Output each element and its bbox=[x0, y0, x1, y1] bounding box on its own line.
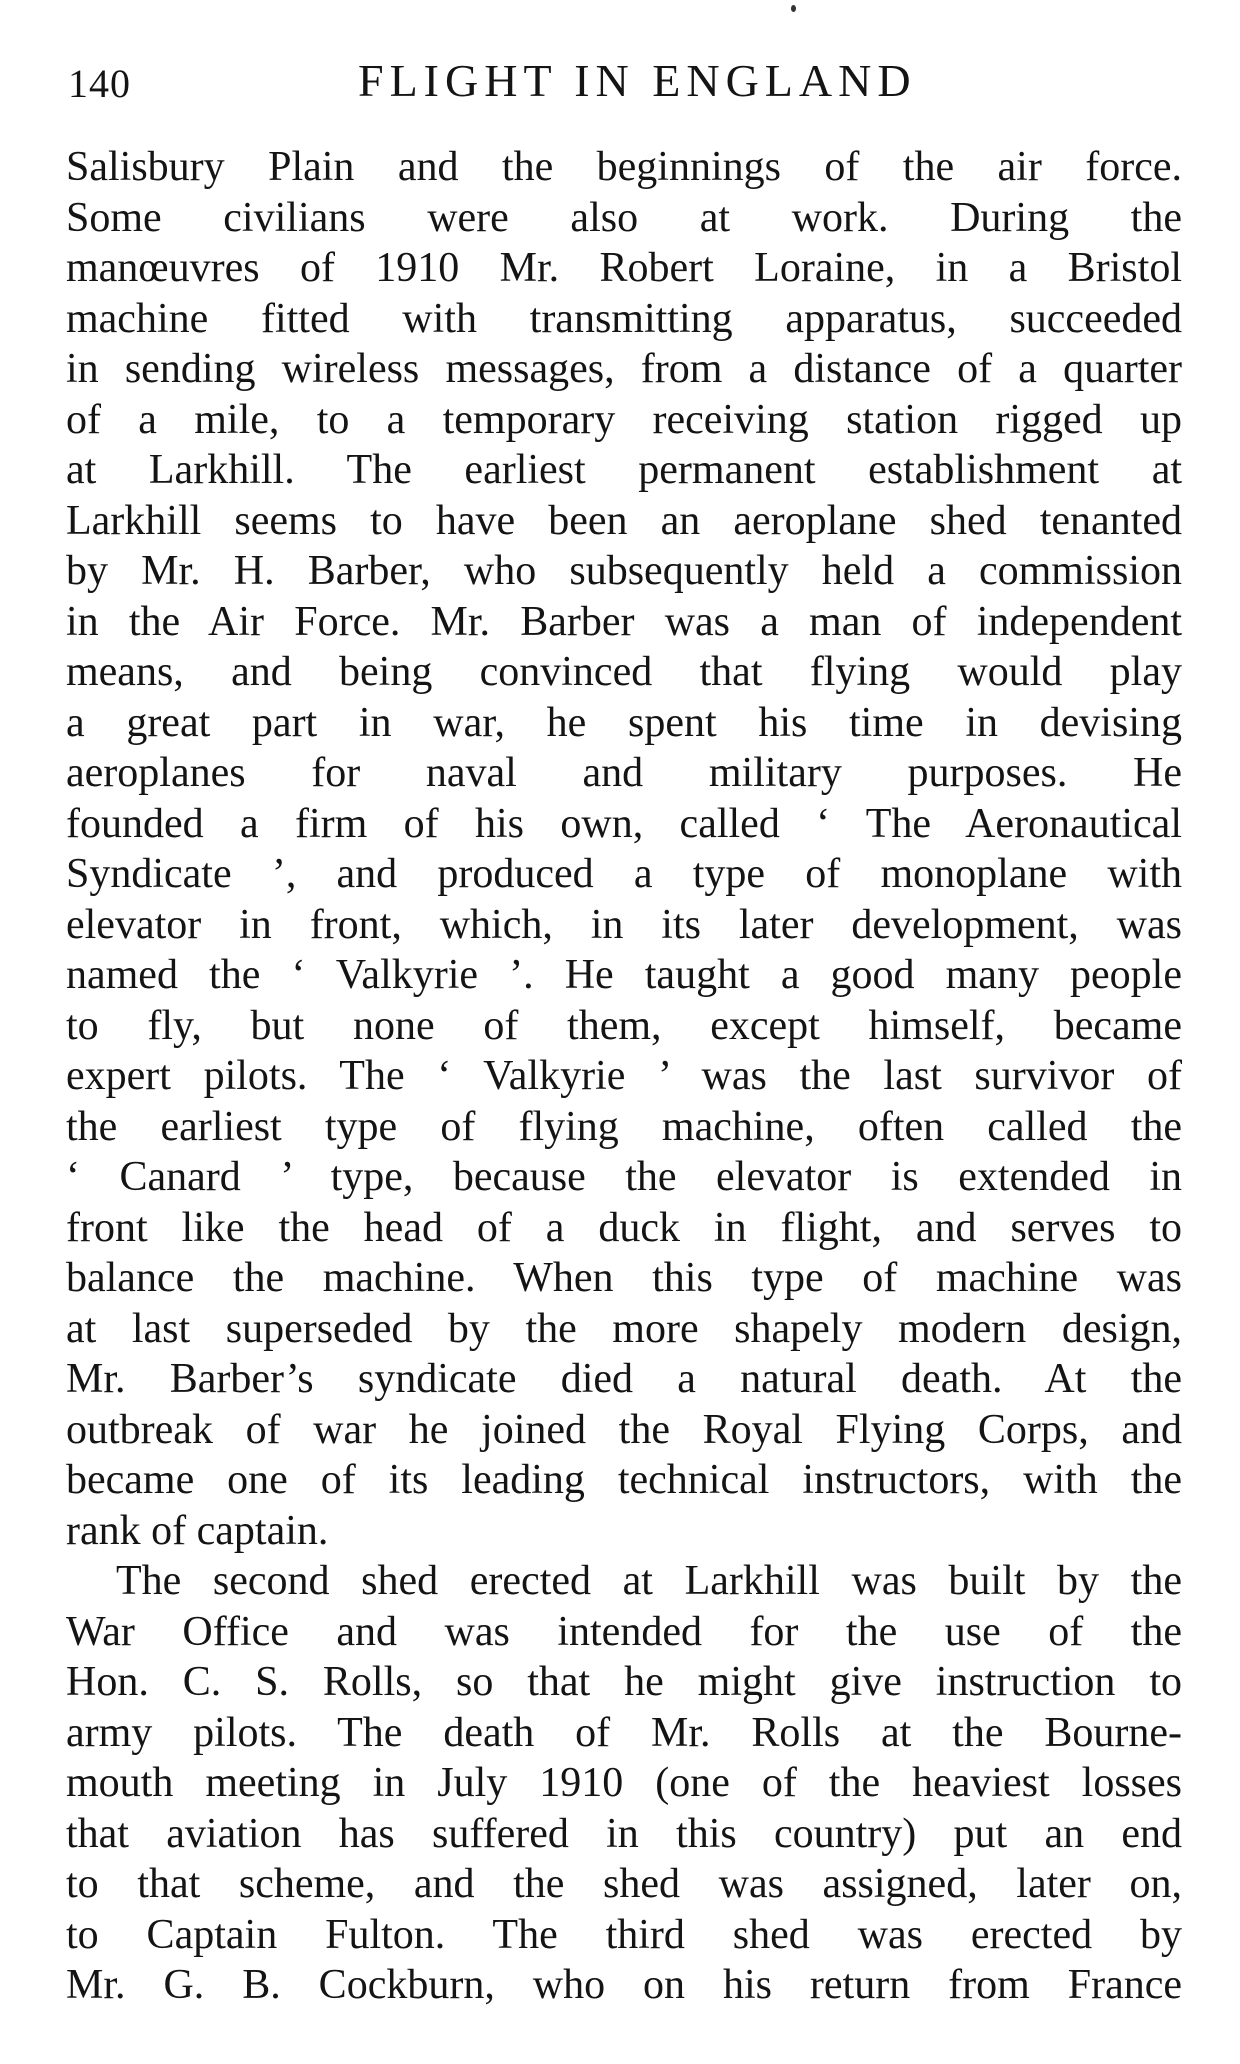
running-head: FLIGHT IN ENGLAND bbox=[358, 55, 917, 106]
text-line: to fly, but none of them, except himself, became bbox=[66, 1002, 1182, 1049]
text-line: Syndicate ’, and produced a type of monoplane with bbox=[66, 851, 1182, 897]
text-line: named the ‘ Valkyrie ’. He taught a good many people bbox=[66, 952, 1182, 998]
text-line: to that scheme, and the shed was assigned, later on, bbox=[66, 1861, 1182, 1907]
text-line: Hon. C. S. Rolls, so that he might give instruction to bbox=[66, 1659, 1182, 1705]
text-line: of a mile, to a temporary receiving station rigged up bbox=[66, 396, 1182, 443]
text-line: aeroplanes for naval and military purposes. He bbox=[66, 750, 1182, 796]
text-line: Larkhill seems to have been an aeroplane shed tenanted bbox=[66, 497, 1182, 544]
text-line: manœuvres of 1910 Mr. Robert Loraine, in a Bristol bbox=[66, 245, 1182, 291]
text-line: became one of its leading technical instructors, with the bbox=[66, 1457, 1182, 1503]
text-line: front like the head of a duck in flight, and serves to bbox=[66, 1204, 1182, 1251]
text-line: at Larkhill. The earliest permanent establishment at bbox=[66, 447, 1182, 493]
text-line: elevator in front, which, in its later development, was bbox=[66, 901, 1182, 948]
text-line: Salisbury Plain and the beginnings of the air force. bbox=[66, 144, 1182, 190]
text-line: means, and being convinced that flying would play bbox=[66, 649, 1182, 695]
text-line: the earliest type of flying machine, often called the bbox=[66, 1103, 1182, 1150]
text-line: outbreak of war he joined the Royal Flying Corps, and bbox=[66, 1406, 1182, 1453]
page-number: 140 bbox=[68, 61, 131, 106]
text-line: Some civilians were also at work. During the bbox=[66, 194, 1182, 241]
text-line: that aviation has suffered in this country) put an end bbox=[66, 1810, 1182, 1857]
body-text bbox=[66, 142, 1182, 2011]
text-line: The second shed erected at Larkhill was built by the bbox=[116, 1558, 1182, 1604]
text-line: balance the machine. When this type of machine was bbox=[66, 1255, 1182, 1301]
text-line: founded a firm of his own, called ‘ The Aeronautical bbox=[66, 800, 1182, 847]
text-line: War Office and was intended for the use of the bbox=[66, 1608, 1182, 1655]
paragraph bbox=[66, 1556, 1182, 2011]
text-line: in sending wireless messages, from a distance of a quarter bbox=[66, 346, 1182, 392]
text-line: to Captain Fulton. The third shed was erected by bbox=[66, 1911, 1182, 1958]
text-line: by Mr. H. Barber, who subsequently held a commission bbox=[66, 548, 1182, 594]
text-line: a great part in war, he spent his time in devising bbox=[66, 699, 1182, 746]
text-line: mouth meeting in July 1910 (one of the heaviest losses bbox=[66, 1760, 1182, 1806]
text-line: expert pilots. The ‘ Valkyrie ’ was the last survivor of bbox=[66, 1053, 1182, 1099]
text-line: Mr. Barber’s syndicate died a natural death. At the bbox=[66, 1356, 1182, 1402]
page-header bbox=[68, 50, 1178, 110]
text-line: army pilots. The death of Mr. Rolls at the Bourne- bbox=[66, 1709, 1182, 1756]
ink-speck bbox=[791, 5, 796, 12]
text-line: Mr. G. B. Cockburn, who on his return from France bbox=[66, 1962, 1182, 2008]
text-line: machine fitted with transmitting apparatus, succeeded bbox=[66, 295, 1182, 342]
text-line: rank of captain. bbox=[66, 1507, 329, 1554]
paragraph bbox=[66, 142, 1182, 1556]
text-line: in the Air Force. Mr. Barber was a man of independent bbox=[66, 598, 1182, 645]
text-line: at last superseded by the more shapely modern design, bbox=[66, 1305, 1182, 1352]
text-line: ‘ Canard ’ type, because the elevator is extended in bbox=[66, 1154, 1182, 1200]
